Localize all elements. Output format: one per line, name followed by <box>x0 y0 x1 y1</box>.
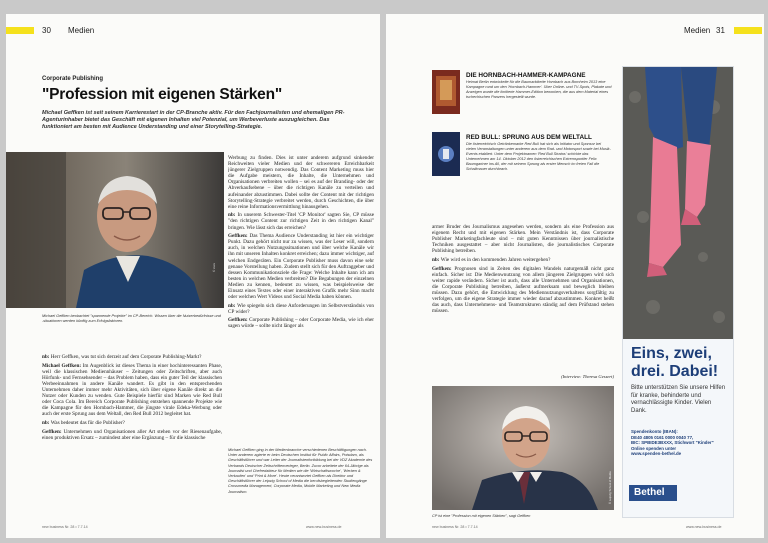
ad-headline <box>631 345 718 381</box>
bethel-logo: Bethel <box>629 485 677 501</box>
left-column-2 <box>228 155 374 431</box>
box1-text: Heimat Berlin entwickelte für die Baumarktkette Hornbach aus Bornheim 2013 eine Kampagne rund um den 'Hornbach-Hammer'. Über Online- und TV-Spots, Plakate und Anzeigen wurde die limitierte Hammer-Edition beworben, die aus dem Material eines tschechischen Panzers hergestellt wurde. <box>466 80 612 99</box>
article-paragraph <box>228 212 374 230</box>
ad-headline-line1: Eins, zwei, <box>631 345 712 362</box>
right-page <box>386 14 764 538</box>
speaker-label: Geffken: <box>228 317 250 324</box>
speaker-label: nb: <box>228 212 238 219</box>
speaker-label: Geffken: <box>432 265 455 272</box>
paragraph-text: Wie wird es in den kommenden Jahren weitergehen? <box>440 256 551 263</box>
footer-issue: new business Nr. 28 • 7.7.14 <box>42 525 88 529</box>
paragraph-text: Wie spiegeln sich diese Anforderungen im Selbstverständnis von CP wider? <box>228 302 374 315</box>
hornbach-thumbnail <box>432 70 460 114</box>
hornbach-image <box>432 70 460 114</box>
section-label: Medien <box>684 26 711 35</box>
paragraph-text: Was bedeutet das für die Publisher? <box>50 419 125 426</box>
article-paragraph <box>42 420 222 426</box>
speaker-label: nb: <box>432 256 441 263</box>
paragraph-text: Corporate Publishing – oder Corporate Media, wie ich eher sagen würde – sollte nicht länger als <box>228 317 374 330</box>
paragraph-text: Im Augenblick ist dieses Thema in einer hochinteressanten Phase, weil die klassischen Mediennhäuser – Zeitungen oder Zeitschriften, aber auch Hörfunk- und Fernsehsender – das Problem haben, dass ein guter Teil der klassischen Werbeeinnahmen in andere Kanäle wandert. Es gibt in den entsprechenden Unternehmen daher immer mehr Aktivitäten, sich über eigene Kanäle direkt an die Nutzer oder Kunden zu wenden. Gute Beispiele hierfür sind Marken wie Red Bull oder Coca Cola. Im Bereich Corporate Publishing entstehen spannende Projekte wie die Kampagne für den Hornbach-Hammer, die jüngste virale Edeka-Werbung oder auch der erste Sprung aus dem Weltall, den Red Bull 2012 begleitet hat. <box>42 362 222 418</box>
box1-title: DIE HORNBACH-HAMMER-KAMPAGNE <box>466 72 586 79</box>
ad-headline-line2: drei. Dabei! <box>631 363 719 380</box>
article-paragraph <box>228 317 374 329</box>
second-portrait-photo <box>432 386 614 510</box>
right-column-1 <box>432 224 614 372</box>
photo-credit: © Leipzig School of Media <box>608 471 612 504</box>
bethel-ad[interactable] <box>622 66 734 518</box>
paragraph-text: Das Thema Audience Understanding ist hier ein wichtiger Punkt. Dazu gehört nicht nur zu wissen, was der Leser will, sondern auch, in welchen Nutzungssituationen und über welche Kanäle wir ihn mit unseren Inhalten konkret erreichen; dazu immer wichtiger, auf welchen Endgeräten. Ein Corporate Publisher muss davon eine sehr genaue Vorstellung haben. Zudem stellt sich für den Auftraggeber und dessen Kommunikationsziele die Frage: Welche Inhalte kann ich am besten in welchen Medien verbreiten? Die Begabungen der einzelnen Medien zu kennen, bedeutet zu wissen, was beispielsweise der Einsatz eines Textes oder einer interaktiven Grafik mehr Sinn macht oder welchen Wert Videos und Social Media haben können. <box>228 233 374 301</box>
speaker-label: nb: <box>42 354 51 360</box>
ad-bank-iban: DE40 4805 0161 0000 0040 77, <box>631 434 694 440</box>
paragraph-text: Herr Geffken, was tut sich derzeit auf dem Corporate Publishing-Markt? <box>50 354 202 360</box>
redbull-image <box>432 132 460 176</box>
page-number: 30 <box>42 26 51 35</box>
article-paragraph <box>432 266 614 315</box>
interview-credit: (Interview: Theresa Gessert) <box>561 374 614 379</box>
speaker-label: Geffken: <box>42 428 64 435</box>
photo-credit: © xxxx <box>212 262 216 272</box>
ad-online-title: Online spenden unter <box>631 445 677 451</box>
left-page <box>6 14 380 538</box>
footer-url: www.new-business.de <box>686 525 722 529</box>
box2-title: RED BULL: SPRUNG AUS DEM WELTALL <box>466 134 592 141</box>
ad-photo-child-boots <box>623 67 734 339</box>
article-paragraph <box>228 155 374 210</box>
redbull-thumbnail <box>432 132 460 176</box>
footer-issue: new business Nr. 28 • 7.7.14 <box>432 525 478 529</box>
article-title: "Profession mit eigenen Stärken" <box>42 86 283 103</box>
article-lead: Michael Geffken ist seit seinem Karrierestart in der CP-Branche aktiv. Für den Fachjournalisten und ehemaligen PR-Agenturinhaber bietet das Geschäft mit eigenen Inhalten viel Potenzial, um Werbeverluste auszugleichen. Das funktioniert am besten mit Audience Understanding und einer Storytelling-Strategie. <box>42 110 345 130</box>
page-color-bar <box>6 27 34 34</box>
paragraph-text: Werbung zu finden. Dies ist unter anderem aufgrund sinkender Reichweiten vieler Medien und der schwereren Erreichbarkeit jüngerer Zielgruppen notwendig. Das Content Marketing muss hier die Aufgabe meistern, die Inhalte, die Unternehmen und Organisationen verbreiten wollen – sei es auf der Branding- oder der Abverkaufsebene – über die richtigen Kanäle zu verteilen und aufeinander abzustimmen. Dabei sollte der Content mit der richtigen Storytelling-Strategie verbreitet werden, durch Geschichten, die über eine reine Informationsvermittlung hinausgehen. <box>228 155 374 210</box>
speaker-label: nb: <box>228 302 238 309</box>
article-paragraph <box>42 363 222 418</box>
paragraph-text: Unternehmen und Organisationen aller Art stehen vor der Riesenaufgabe, einen produktiven Ersatz – zumindest aber eine Ergänzung – für die klassische <box>42 428 222 441</box>
second-portrait-image <box>432 386 614 510</box>
article-paragraph <box>228 233 374 300</box>
ad-bank-info <box>631 429 731 457</box>
ad-bank-bic: BIC: SPBIDE3BXXX, Stichwort "Kinder" <box>631 440 714 446</box>
paragraph-text: armer Bruder des Journalismus angesehen werden, sondern als eine Profession aus eigenem Recht und mit eigenen Stärken. Mein Verständnis ist, dass Corporate Publisher Marketingfachleute sind – mit guten Kenntnissen über journalistische Techniken ausgestattet – aber nicht Journalisten, die journalistisches Corporate Publishing betreiben. <box>432 224 614 255</box>
paragraph-text: In unserem Schwester-Titel 'CP Monitor' sagten Sie, CP müsse "den richtigen Content zur richtigen Zeit in den richtigen Kanal" bringen. Wie lässt sich das erreichen? <box>228 212 374 231</box>
ad-bank-title: Spendenkonto (IBAN): <box>631 429 678 434</box>
author-bio: Michael Geffken ging in der Medienbranche verschiedenen Beschäftigungen nach. Unter anderem agierte er beim Deutschen Institut für Public Affairs, Potsdam, als Geschäftsführer und war Leiter der Journalistenfortbildung bei der VDZ Akademie des Verbands Deutscher Zeitschriftenverleger, Berlin. Zuvor arbeitete der 64-Jährige als Journalist und Chefredakteur für Medien wie die 'Wirtschaftswoche', 'Werben & Verkaufen' und 'Print & More'. Heute verantwortet Geffken als Direktor und Geschäftsführer der Leipzig School of Media die berufsbegleitenden Studiengänge Crossmedia Management, Corporate Media, Mobile Marketing und New Media Journalism. <box>228 448 373 494</box>
page-number: 31 <box>716 26 725 35</box>
article-paragraph <box>42 429 222 441</box>
paragraph-text: Prognosen sind in Zeiten des digitalen Wandels naturgemäß nicht ganz einfach. Sicher ist: Die Medienwnutzung von allem jüngeren Zielgruppen wird sich weiter rapide verändern. Sicher ist auch, dass alle Unternehmen und Organisationen, die Corporate Publishing betreiben, äußerst aufmerksam und beweglich bleiben müssen. Dazu gehört, die Entwicklung des Mediennutzungsverhaltens sorgfältig zu verfolgen, um die eigene Strategie immer wieder darauf abzustimmen. Konkret heißt das auch, dass Unternehmens- und Teamstrukturen ständig auf dem Prüfstand stehen müssen. <box>432 265 614 315</box>
portrait-caption: Michael Geffken beobachtet "spannende Projekte" im CP-Bereich. Wissen über die Nutzerbedürfnisse und -situationen werden künftig zum Erfolgsfaktoren. <box>42 314 221 323</box>
ad-body: Bitte unterstützen Sie unsere Hilfen für kranke, behinderte und vernachlässigte Kinder. Vielen Dank. <box>631 385 726 414</box>
box2-text: Die österreichisch Getränkemarke Red Bull hat sich als Initiator und Sponsor bei vielen Veranstaltungen unter anderem aus dem Rad- und Motorsport sowie bei Musik-Events etabliert. Unter dem Projektnamen 'Red Bull Stratos' schickte das Unternehmen am 14. Oktober 2012 den österreichischen Extremsportler Felix Baumgartner ins All, der mit seinem Sprung als erster Mensch im freien Fall die Schallmauer durchbrach. <box>466 142 611 171</box>
portrait-photo <box>6 152 224 308</box>
second-portrait-caption: CP ist eine "Profession mit eigenen Stärken", sagt Geffken <box>432 514 531 518</box>
article-paragraph <box>228 303 374 315</box>
left-column-1 <box>42 354 222 522</box>
ad-online-url[interactable]: www.spenden-bethel.de <box>631 451 682 457</box>
section-label: Medien <box>68 26 95 35</box>
speaker-label: Geffken: <box>228 233 250 240</box>
kicker: Corporate Publishing <box>42 76 104 82</box>
speaker-label: Michael Geffken: <box>42 362 83 369</box>
page-color-bar <box>734 27 762 34</box>
article-paragraph <box>42 354 222 360</box>
article-paragraph <box>432 224 614 254</box>
footer-url: www.new-business.de <box>306 525 342 529</box>
speaker-label: nb: <box>42 419 51 426</box>
portrait-image <box>6 152 224 308</box>
article-paragraph <box>432 257 614 263</box>
